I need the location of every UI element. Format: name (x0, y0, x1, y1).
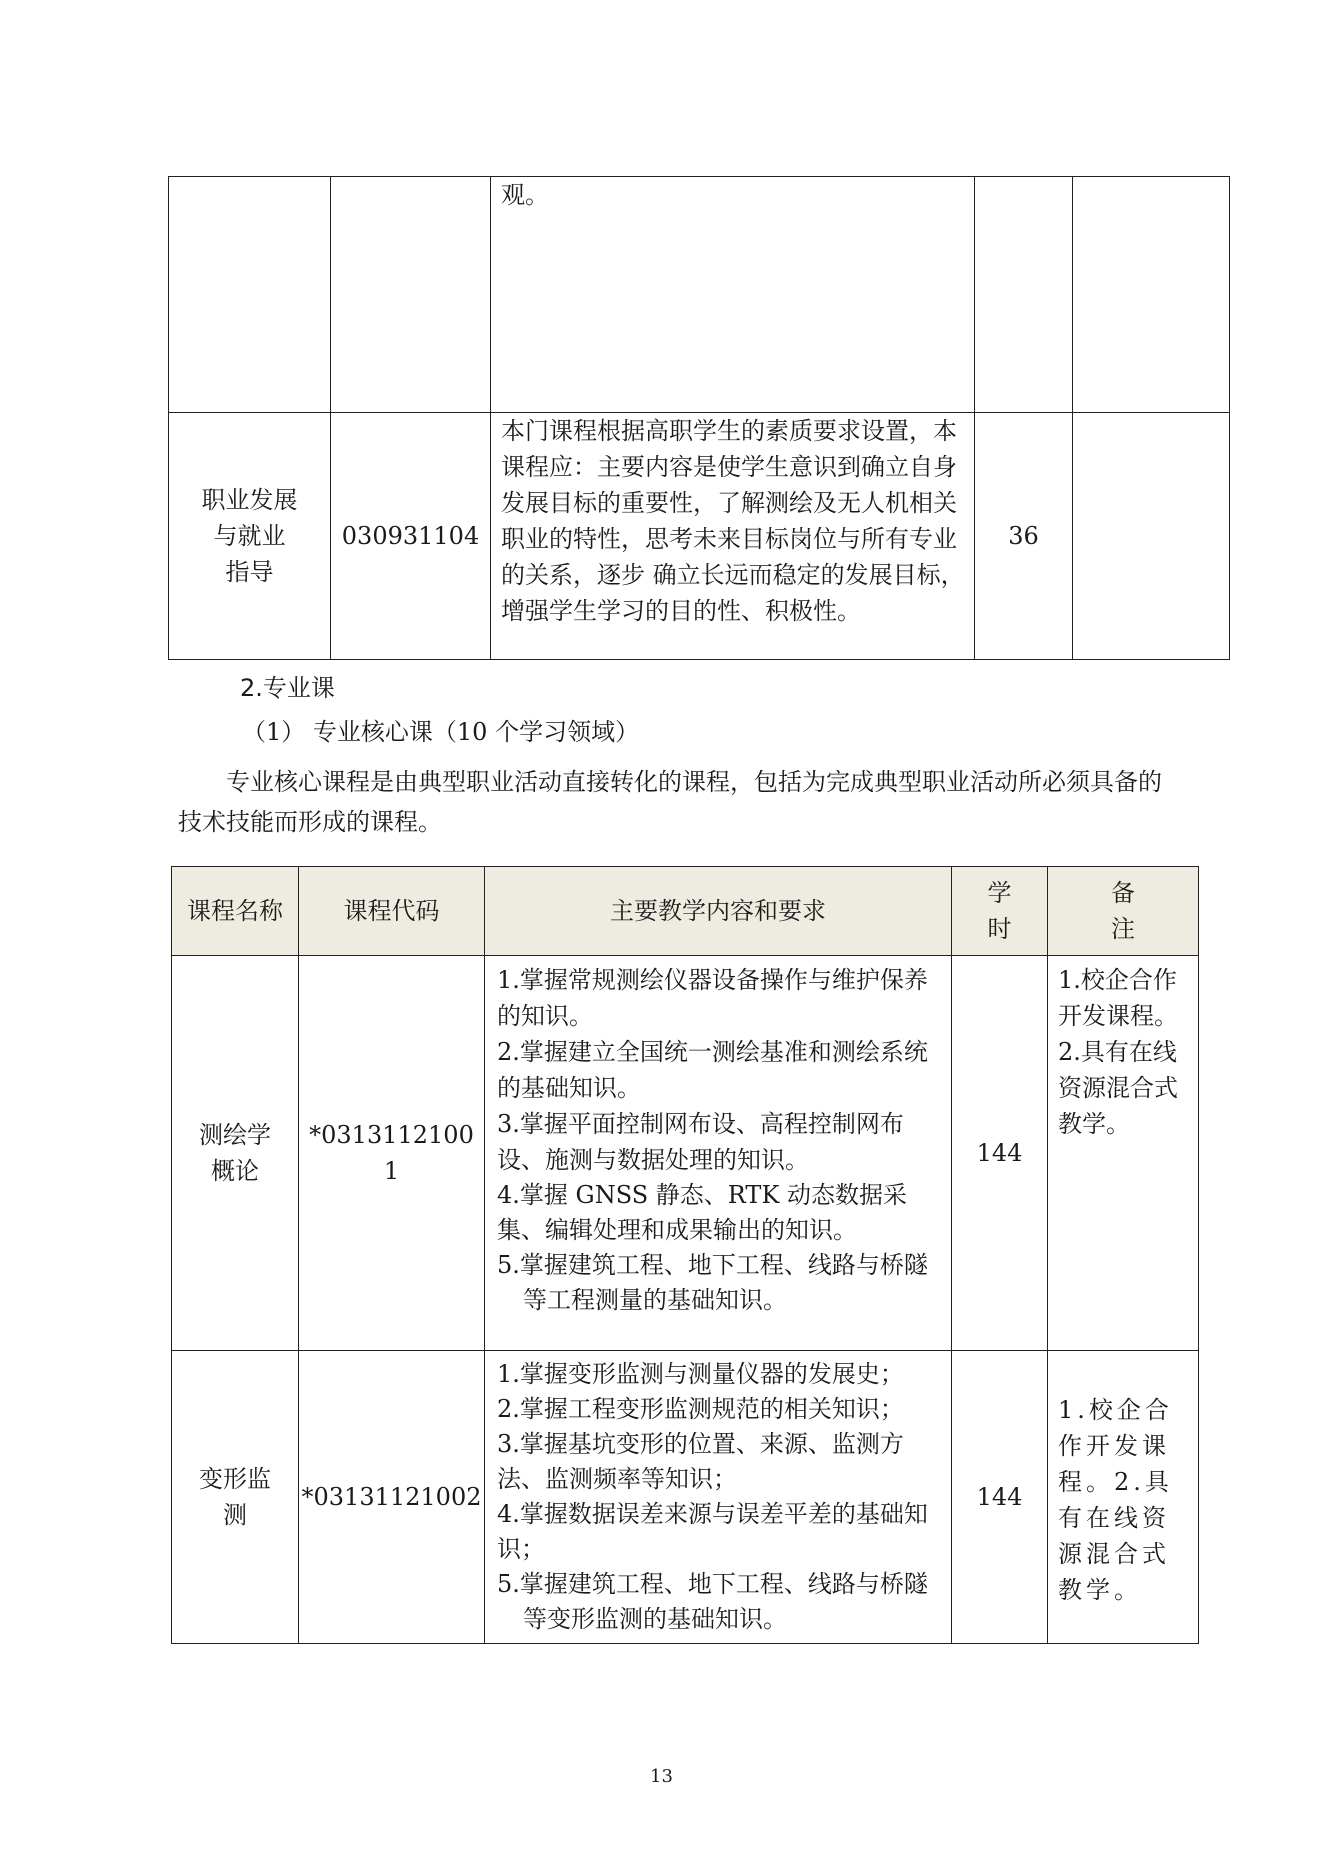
course-name-line: 概论 (211, 1157, 259, 1185)
course-name-line: 职业发展 (201, 486, 298, 514)
course-code-cell (299, 956, 485, 1351)
course-code-cell: *03131121002 (299, 1351, 485, 1644)
course-name-cell (172, 956, 299, 1351)
course-content-cell: 本门课程根据高职学生的素质要求设置，本课程应：主要内容是使学生意识到确立自身发展目标的重要性，了解测绘及无人机相关职业的特性，思考未来目标岗位与所有专业的关系，逐步 确立长远而稳定的发展目标，增强学生学习的目的性、积极性。 (491, 413, 975, 660)
course-name-line: 测绘学 (199, 1121, 271, 1149)
course-notes-cell: 1.校企合作开发课程。2.具有在线资源混合式教学。 (1048, 956, 1199, 1351)
course-notes-cell: 1.校企合作开发课程。2.具有在线资源混合式教学。 (1048, 1351, 1199, 1644)
course-hours-cell (975, 177, 1073, 413)
content-item: 4.掌握数据误差来源与误差平差的基础知识； (497, 1500, 928, 1563)
header-course-code: 课程代码 (299, 867, 485, 956)
table-row (169, 413, 1230, 660)
core-course-table (171, 866, 1199, 1644)
course-name-cell (169, 177, 331, 413)
course-name-line: 与就业 (213, 522, 286, 550)
course-content-cell (485, 956, 952, 1351)
content-item: 2.掌握工程变形监测规范的相关知识； (497, 1395, 904, 1423)
header-hours-line: 学 (987, 879, 1012, 907)
intro-paragraph (178, 762, 1178, 842)
header-course-content: 主要教学内容和要求 (485, 867, 952, 956)
course-name-line: 测 (223, 1501, 247, 1529)
course-notes-cell (1073, 413, 1230, 660)
course-code-line: 1 (383, 1157, 400, 1185)
content-item: 2.掌握建立全国统一测绘基准和测绘系统的基础知识。 (497, 1038, 928, 1102)
intro-text: 专业核心课程是由典型职业活动直接转化的课程，包括为完成典型职业活动所必须具备的技术技能而形成的课程。 (178, 768, 1162, 836)
continued-course-table (168, 176, 1230, 660)
course-code-cell (331, 177, 491, 413)
course-hours-cell: 144 (952, 956, 1048, 1351)
header-notes (1048, 867, 1199, 956)
header-notes-line: 备 (1111, 879, 1135, 907)
course-name-cell (172, 1351, 299, 1644)
table-row (169, 177, 1230, 413)
header-hours-line: 时 (987, 915, 1012, 943)
content-item: 5.掌握建筑工程、地下工程、线路与桥隧等工程测量的基础知识。 (497, 1251, 928, 1314)
course-code-cell: 030931104 (331, 413, 491, 660)
course-notes-cell (1073, 177, 1230, 413)
content-item: 5.掌握建筑工程、地下工程、线路与桥隧等变形监测的基础知识。 (497, 1570, 928, 1633)
course-content-cell: 观。 (491, 177, 975, 413)
content-item: 4.掌握 GNSS 静态、RTK 动态数据采集、编辑处理和成果输出的知识。 (497, 1181, 908, 1244)
course-name-cell (169, 413, 331, 660)
course-content-cell (485, 1351, 952, 1644)
section-heading: 2.专业课 (240, 674, 335, 702)
course-hours-cell: 144 (952, 1351, 1048, 1644)
course-code-line: *0313112100 (309, 1121, 474, 1149)
header-hours (952, 867, 1048, 956)
course-hours-cell: 36 (975, 413, 1073, 660)
content-item: 3.掌握平面控制网布设、高程控制网布设、施测与数据处理的知识。 (497, 1110, 904, 1174)
content-item: 1.掌握常规测绘仪器设备操作与维护保养的知识。 (497, 966, 928, 1030)
course-name-line: 指导 (225, 558, 274, 586)
page-number: 13 (650, 1766, 673, 1787)
header-course-name: 课程名称 (172, 867, 299, 956)
table-header-row (172, 867, 1199, 956)
table-row (172, 1351, 1199, 1644)
course-name-line: 变形监 (199, 1465, 271, 1493)
header-notes-line: 注 (1111, 915, 1135, 943)
content-item: 1.掌握变形监测与测量仪器的发展史； (497, 1360, 904, 1388)
subsection-heading: （1） 专业核心课（10 个学习领域） (242, 718, 640, 746)
table-row (172, 956, 1199, 1351)
content-item: 3.掌握基坑变形的位置、来源、监测方法、监测频率等知识； (497, 1430, 904, 1493)
